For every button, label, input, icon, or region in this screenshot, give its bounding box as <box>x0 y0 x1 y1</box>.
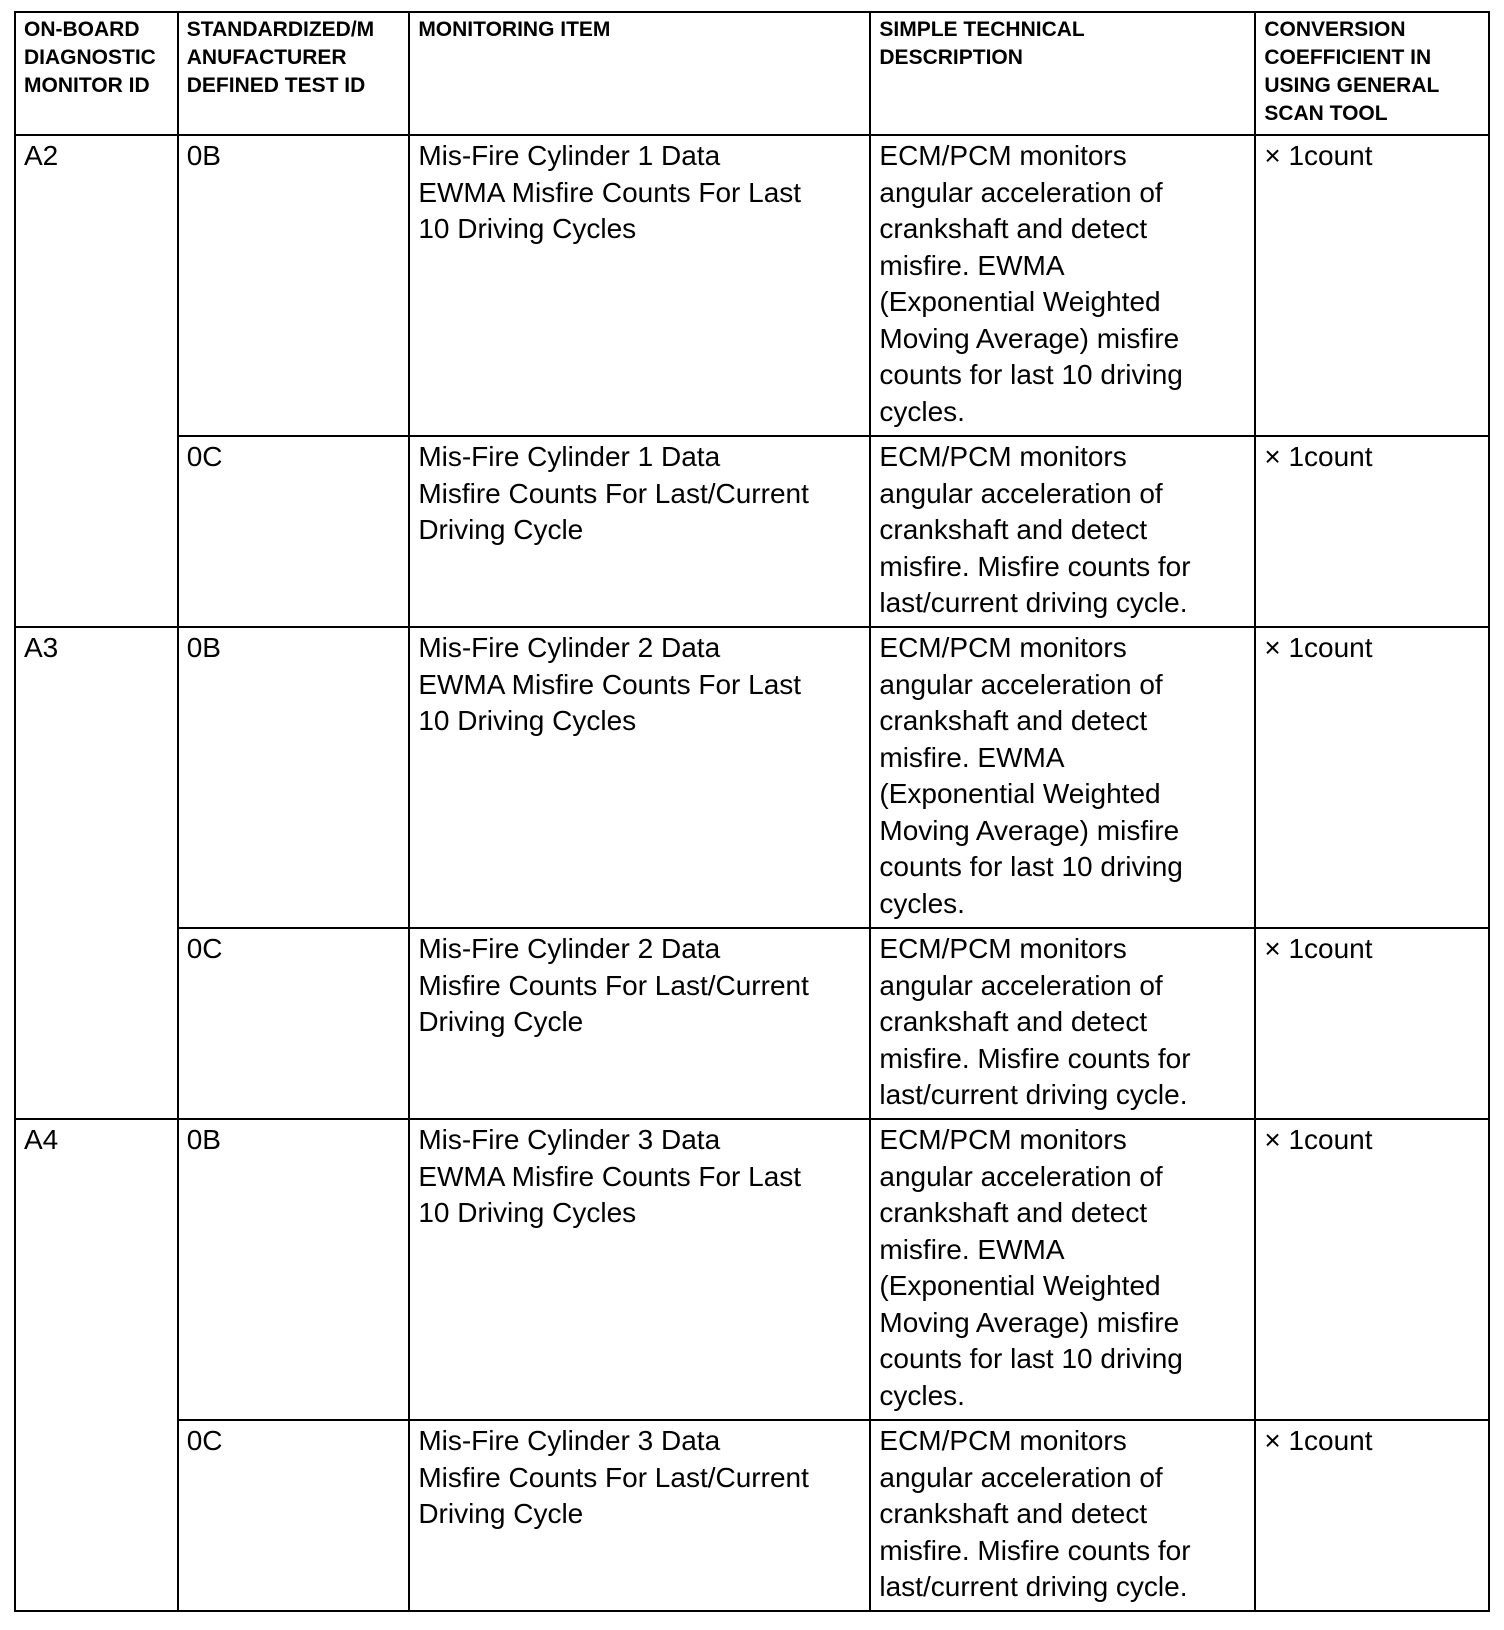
description-cell: ECM/PCM monitors angular acceleration of crankshaft and detect misfire. Misfire counts for last/current driving cycle. <box>870 436 1255 627</box>
description-cell: ECM/PCM monitors angular acceleration of crankshaft and detect misfire. EWMA (Exponential Weighted Moving Average) misfire counts for last 10 driving cycles. <box>870 627 1255 928</box>
test-id-cell: 0C <box>178 1420 410 1611</box>
header-description: SIMPLE TECHNICAL DESCRIPTION <box>870 12 1255 135</box>
table-row <box>15 1119 1489 1420</box>
monitoring-item-cell: Mis-Fire Cylinder 1 Data Misfire Counts For Last/Current Driving Cycle <box>409 436 870 627</box>
header-conversion: CONVERSION COEFFICIENT IN USING GENERAL SCAN TOOL <box>1255 12 1489 135</box>
obd-monitor-table <box>14 11 1490 1612</box>
conversion-cell: × 1count <box>1255 1420 1489 1611</box>
description-cell: ECM/PCM monitors angular acceleration of crankshaft and detect misfire. EWMA (Exponential Weighted Moving Average) misfire counts for last 10 driving cycles. <box>870 135 1255 436</box>
conversion-cell: × 1count <box>1255 135 1489 436</box>
table-row <box>15 436 1489 627</box>
test-id-cell: 0C <box>178 436 410 627</box>
description-cell: ECM/PCM monitors angular acceleration of crankshaft and detect misfire. EWMA (Exponential Weighted Moving Average) misfire counts for last 10 driving cycles. <box>870 1119 1255 1420</box>
test-id-cell: 0C <box>178 928 410 1119</box>
header-test-id: STANDARDIZED/M ANUFACTURER DEFINED TEST ID <box>178 12 410 135</box>
conversion-cell: × 1count <box>1255 928 1489 1119</box>
table-row <box>15 1420 1489 1611</box>
header-monitoring-item: MONITORING ITEM <box>409 12 870 135</box>
test-id-cell: 0B <box>178 135 410 436</box>
conversion-cell: × 1count <box>1255 436 1489 627</box>
table-row <box>15 135 1489 436</box>
conversion-cell: × 1count <box>1255 627 1489 928</box>
header-row <box>15 12 1489 135</box>
monitoring-item-cell: Mis-Fire Cylinder 2 Data Misfire Counts For Last/Current Driving Cycle <box>409 928 870 1119</box>
test-id-cell: 0B <box>178 627 410 928</box>
monitoring-item-cell: Mis-Fire Cylinder 1 Data EWMA Misfire Counts For Last 10 Driving Cycles <box>409 135 870 436</box>
header-monitor-id: ON-BOARD DIAGNOSTIC MONITOR ID <box>15 12 178 135</box>
monitoring-item-cell: Mis-Fire Cylinder 3 Data Misfire Counts For Last/Current Driving Cycle <box>409 1420 870 1611</box>
monitoring-item-cell: Mis-Fire Cylinder 3 Data EWMA Misfire Counts For Last 10 Driving Cycles <box>409 1119 870 1420</box>
table-body <box>15 135 1489 1611</box>
description-cell: ECM/PCM monitors angular acceleration of crankshaft and detect misfire. Misfire counts for last/current driving cycle. <box>870 928 1255 1119</box>
conversion-cell: × 1count <box>1255 1119 1489 1420</box>
table-row <box>15 928 1489 1119</box>
monitor-id-cell: A4 <box>15 1119 178 1611</box>
description-cell: ECM/PCM monitors angular acceleration of crankshaft and detect misfire. Misfire counts for last/current driving cycle. <box>870 1420 1255 1611</box>
monitor-id-cell: A3 <box>15 627 178 1119</box>
monitor-id-cell: A2 <box>15 135 178 627</box>
table-row <box>15 627 1489 928</box>
test-id-cell: 0B <box>178 1119 410 1420</box>
monitoring-item-cell: Mis-Fire Cylinder 2 Data EWMA Misfire Counts For Last 10 Driving Cycles <box>409 627 870 928</box>
table-header <box>15 12 1489 135</box>
